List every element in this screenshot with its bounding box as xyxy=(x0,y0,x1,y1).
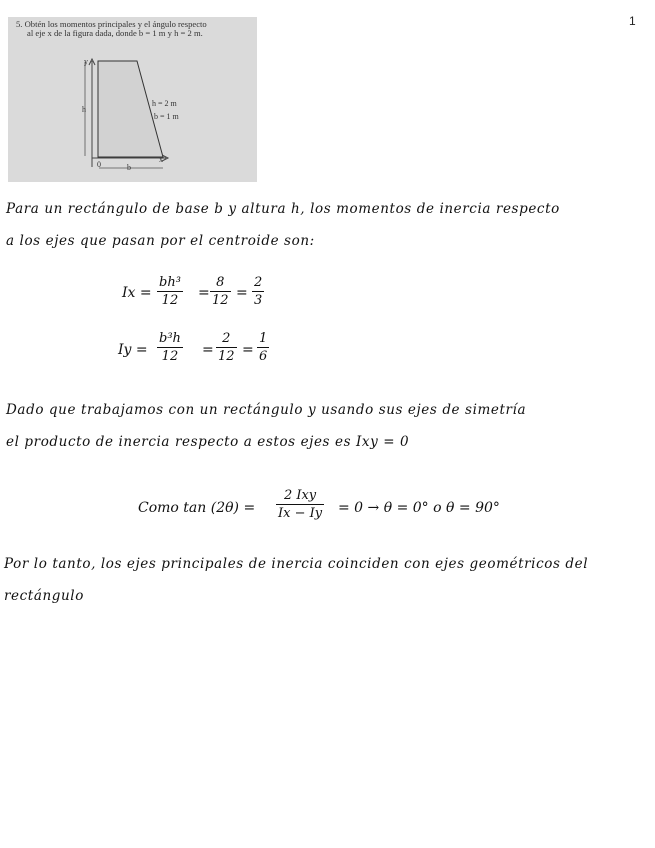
tan-fraction-num: 2 Ixy xyxy=(283,488,317,503)
ix-fraction-1-num: bh³ xyxy=(159,275,181,290)
x-axis-label: x xyxy=(159,155,163,164)
ix-equals-1: = xyxy=(198,285,210,301)
paragraph-2-line-2: el producto de inercia respecto a estos ejes es Ixy = 0 xyxy=(6,434,410,450)
ix-fraction-1-den: 12 xyxy=(161,293,179,308)
tan-lhs: Como tan (2θ) = xyxy=(138,500,256,516)
paragraph-1-line-2: a los ejes que pasan por el centroide son: xyxy=(6,233,315,249)
ix-equals-2: = xyxy=(236,285,248,301)
problem-statement-line2: al eje x de la figura dada, donde b = 1 m y h = 2 m. xyxy=(27,28,203,38)
ix-lhs: Ix = xyxy=(122,285,152,301)
base-label: b xyxy=(127,163,131,172)
ix-fraction-3-den: 3 xyxy=(254,293,263,308)
iy-fraction-3-den: 6 xyxy=(259,349,268,364)
problem-photo xyxy=(8,17,257,182)
rectangle-figure xyxy=(8,17,257,182)
iy-lhs: Iy = xyxy=(118,342,148,358)
ix-fraction-3-num: 2 xyxy=(254,275,263,290)
tan-fraction xyxy=(276,488,324,521)
y-axis-label: y xyxy=(84,57,88,66)
paragraph-3-line-2: rectángulo xyxy=(4,588,84,604)
iy-fraction-2-num: 2 xyxy=(222,331,231,346)
iy-fraction-1-den: 12 xyxy=(161,349,179,364)
problem-statement-line1: 5. Obtén los momentos principales y el ángulo respecto xyxy=(16,19,207,29)
paragraph-2-line-1: Dado que trabajamos con un rectángulo y usando sus ejes de simetría xyxy=(6,402,527,418)
iy-equals-2: = xyxy=(242,342,254,358)
ix-fraction-2-num: 8 xyxy=(216,275,225,290)
page-number: 1 xyxy=(629,14,636,28)
paragraph-3-line-1: Por lo tanto, los ejes principales de inercia coinciden con ejes geométricos del xyxy=(4,556,589,572)
origin-label: 0 xyxy=(97,160,101,169)
ix-fraction-3 xyxy=(252,275,264,308)
iy-fraction-3 xyxy=(257,331,269,364)
ix-fraction-2 xyxy=(210,275,231,308)
tan-fraction-den: Ix − Iy xyxy=(278,506,323,521)
iy-fraction-2 xyxy=(216,331,237,364)
height-value-label: h = 2 m xyxy=(152,99,177,108)
ix-fraction-2-den: 12 xyxy=(212,293,229,308)
paragraph-1-line-1: Para un rectángulo de base b y altura h, los momentos de inercia respecto xyxy=(6,201,560,217)
base-value-label: b = 1 m xyxy=(154,112,179,121)
height-label: h xyxy=(82,105,86,114)
iy-fraction-1-num: b³h xyxy=(159,331,181,346)
iy-fraction-3-num: 1 xyxy=(259,331,268,346)
iy-equals-1: = xyxy=(202,342,214,358)
iy-fraction-2-den: 12 xyxy=(218,349,235,364)
iy-fraction-1 xyxy=(157,331,183,364)
tan-rhs: = 0 → θ = 0° o θ = 90° xyxy=(338,500,500,516)
ix-fraction-1 xyxy=(157,275,183,308)
